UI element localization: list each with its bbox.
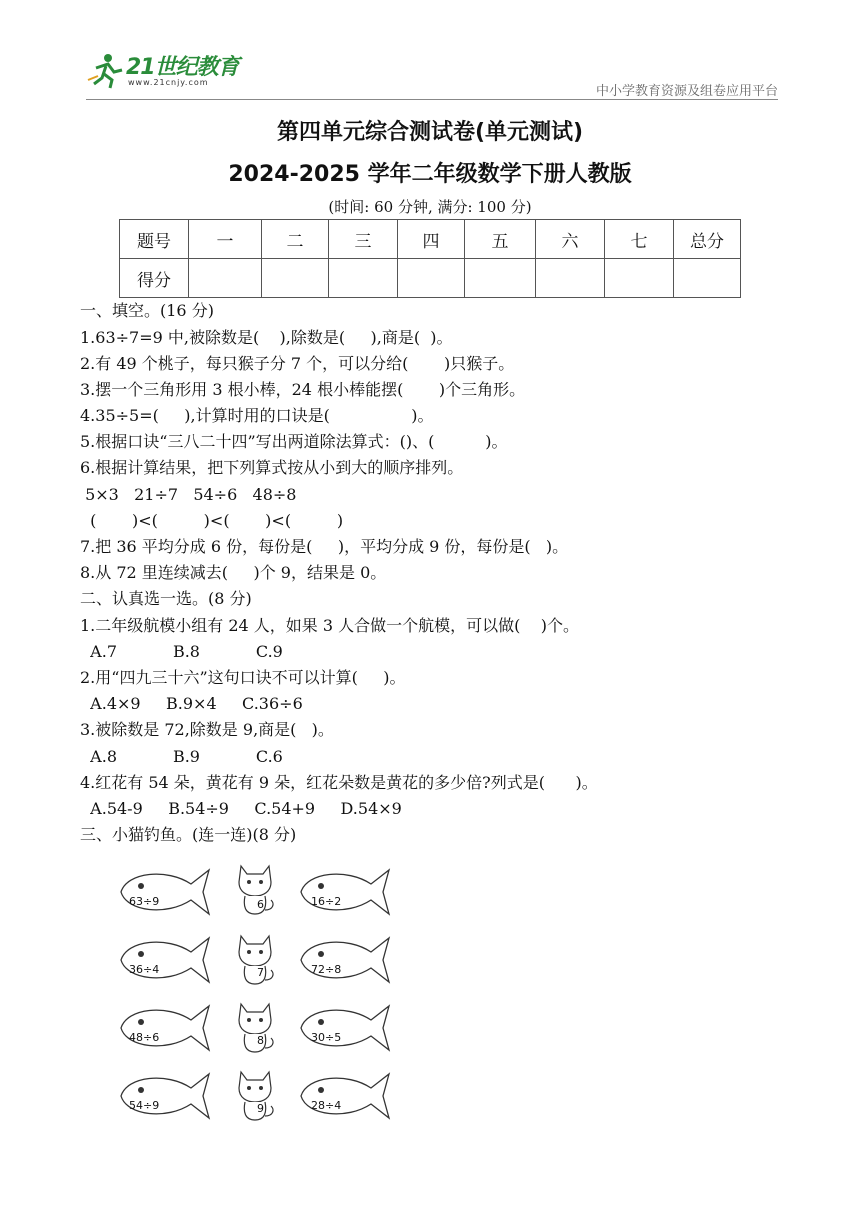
fish-expression: 63÷9 <box>129 895 160 908</box>
question-items: 5×3 21÷7 54÷6 48÷8 <box>80 485 297 504</box>
fish-expression: 28÷4 <box>311 1099 342 1112</box>
score-table-score-row <box>120 259 741 298</box>
question-options: A.7 B.8 C.9 <box>80 642 283 661</box>
score-header-cell: 题号 <box>120 220 189 259</box>
fish-icon[interactable] <box>117 934 213 986</box>
fish-expression: 54÷9 <box>129 1099 160 1112</box>
cat-number: 7 <box>257 966 264 979</box>
score-cell[interactable] <box>398 259 465 298</box>
fish-expression: 36÷4 <box>129 963 160 976</box>
cat-icon[interactable] <box>233 930 277 988</box>
question: 2.用“四九三十六”这句口诀不可以计算( )。 <box>80 668 406 687</box>
question: 8.从 72 里连续减去( )个 9，结果是 0。 <box>80 563 387 582</box>
cat-number: 9 <box>257 1102 264 1115</box>
page-header <box>0 0 860 100</box>
cat-icon[interactable] <box>233 860 277 918</box>
question: 5.根据口诀“三八二十四”写出两道除法算式：()、( )。 <box>80 432 508 451</box>
logo-text: 21世纪教育 <box>126 55 239 80</box>
fish-icon[interactable] <box>297 866 393 918</box>
score-header-cell: 五 <box>465 220 536 259</box>
question: 3.摆一个三角形用 3 根小棒，24 根小棒能摆( )个三角形。 <box>80 380 526 399</box>
question: 4.35÷5=( ),计算时用的口诀是( )。 <box>80 406 434 425</box>
score-header-cell: 六 <box>536 220 605 259</box>
score-header-cell: 四 <box>398 220 465 259</box>
score-cell[interactable] <box>189 259 262 298</box>
score-header-cell: 一 <box>189 220 262 259</box>
logo <box>86 50 246 96</box>
cat-icon[interactable] <box>233 998 277 1056</box>
section-heading: 三、小猫钓鱼。(连一连)(8 分) <box>80 825 297 844</box>
question-options: A.8 B.9 C.6 <box>80 747 283 766</box>
fish-expression: 48÷6 <box>129 1031 160 1044</box>
score-table <box>119 219 741 298</box>
cat-icon[interactable] <box>233 1066 277 1124</box>
score-header-cell: 二 <box>262 220 329 259</box>
fish-expression: 16÷2 <box>311 895 342 908</box>
score-cell[interactable] <box>329 259 398 298</box>
section-heading: 一、填空。(16 分) <box>80 301 214 320</box>
fish-expression: 72÷8 <box>311 963 342 976</box>
question: 1.63÷7=9 中,被除数是( ),除数是( ),商是( )。 <box>80 328 453 347</box>
question: 1.二年级航模小组有 24 人，如果 3 人合做一个航模，可以做( )个。 <box>80 616 579 635</box>
score-header-cell: 总分 <box>674 220 741 259</box>
fish-icon[interactable] <box>297 1002 393 1054</box>
question: 7.把 36 平均分成 6 份，每份是( )，平均分成 9 份，每份是( )。 <box>80 537 569 556</box>
exam-time-score: (时间: 60 分钟, 满分: 100 分) <box>328 198 532 216</box>
section-heading: 二、认真选一选。(8 分) <box>80 589 252 608</box>
fish-expression: 30÷5 <box>311 1031 342 1044</box>
exam-title: 第四单元综合测试卷(单元测试) <box>276 120 584 145</box>
score-header-cell: 七 <box>605 220 674 259</box>
question: 4.红花有 54 朵，黄花有 9 朵，红花朵数是黄花的多少倍?列式是( )。 <box>80 773 598 792</box>
fish-icon[interactable] <box>117 1070 213 1122</box>
score-cell[interactable] <box>465 259 536 298</box>
logo-url: www.21cnjy.com <box>128 78 209 87</box>
fish-icon[interactable] <box>297 1070 393 1122</box>
fish-icon[interactable] <box>117 866 213 918</box>
score-cell[interactable] <box>536 259 605 298</box>
fish-icon[interactable] <box>297 934 393 986</box>
score-row-label: 得分 <box>120 259 189 298</box>
cat-number: 6 <box>257 898 264 911</box>
score-cell[interactable] <box>674 259 741 298</box>
question: 3.被除数是 72,除数是 9,商是( )。 <box>80 720 334 739</box>
cat-fishing-matching <box>115 860 395 1130</box>
fish-icon[interactable] <box>117 1002 213 1054</box>
question-options: A.54-9 B.54÷9 C.54+9 D.54×9 <box>80 799 402 818</box>
cat-number: 8 <box>257 1034 264 1047</box>
question: 2.有 49 个桃子，每只猴子分 7 个，可以分给( )只猴子。 <box>80 354 515 373</box>
runner-logo-icon <box>86 50 126 90</box>
score-table-header-row <box>120 220 741 259</box>
header-divider <box>86 99 778 100</box>
score-cell[interactable] <box>605 259 674 298</box>
exam-subtitle: 2024-2025 学年二年级数学下册人教版 <box>228 162 632 187</box>
question: 6.根据计算结果，把下列算式按从小到大的顺序排列。 <box>80 458 464 477</box>
platform-name: 中小学教育资源及组卷应用平台 <box>595 84 778 99</box>
score-cell[interactable] <box>262 259 329 298</box>
question-answer-blanks: ( )<( )<( )<( ) <box>80 511 344 530</box>
question-options: A.4×9 B.9×4 C.36÷6 <box>80 694 303 713</box>
score-header-cell: 三 <box>329 220 398 259</box>
